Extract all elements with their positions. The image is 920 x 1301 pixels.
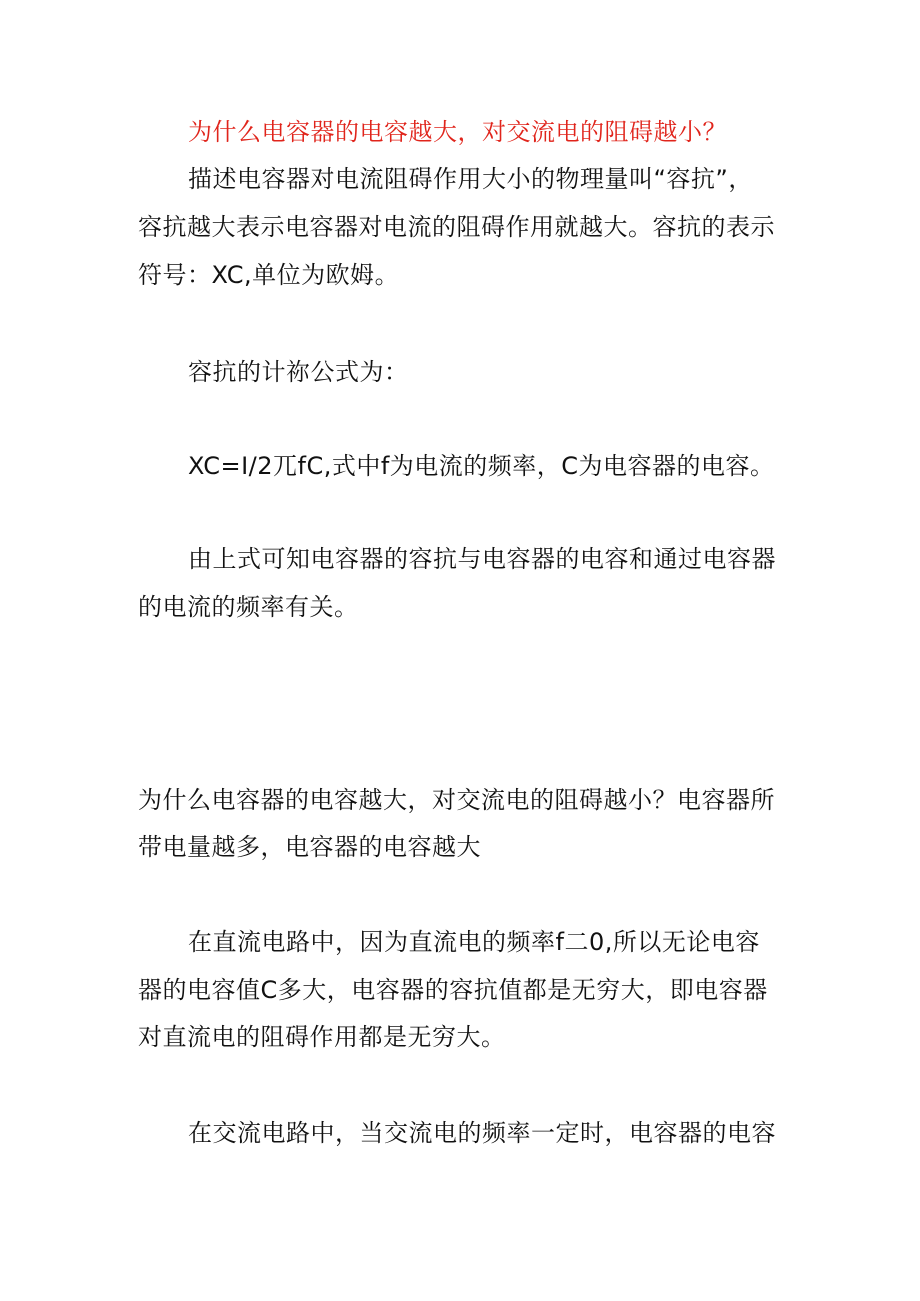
paragraph-1-line-3: 符号：XC,单位为欧姆。	[138, 261, 400, 289]
formula-line: XC=I/2兀fC,式中f为电流的频率，C为电容器的电容。	[188, 452, 775, 480]
paragraph-3-line-1: 在直流电路中，因为直流电的频率f二0,所以无论电容	[188, 928, 760, 956]
document-title: 为什么电容器的电容越大，对交流电的阻碍越小？	[188, 118, 727, 146]
paragraph-1-line-2: 容抗越大表示电容器对电流的阻碍作用就越大。容抗的表示	[138, 213, 775, 241]
paragraph-4-line-1: 在交流电路中，当交流电的频率一定时，电容器的电容	[188, 1119, 776, 1147]
paragraph-2-line-2: 的电流的频率有关。	[138, 593, 359, 621]
paragraph-3-line-2: 器的电容值C多大，电容器的容抗值都是无穷大，即电容器	[138, 976, 768, 1004]
paragraph-3-line-3: 对直流电的阻碍作用都是无穷大。	[138, 1023, 506, 1051]
section-2-line-1: 为什么电容器的电容越大，对交流电的阻碍越小？电容器所	[138, 786, 775, 814]
formula-intro: 容抗的计祢公式为：	[188, 358, 409, 386]
paragraph-2-line-1: 由上式可知电容器的容抗与电容器的电容和通过电容器	[188, 545, 776, 573]
section-2-line-2: 带电量越多，电容器的电容越大	[138, 833, 481, 861]
paragraph-1-line-1: 描述电容器对电流阻碍作用大小的物理量叫“容抗”，	[188, 165, 753, 193]
